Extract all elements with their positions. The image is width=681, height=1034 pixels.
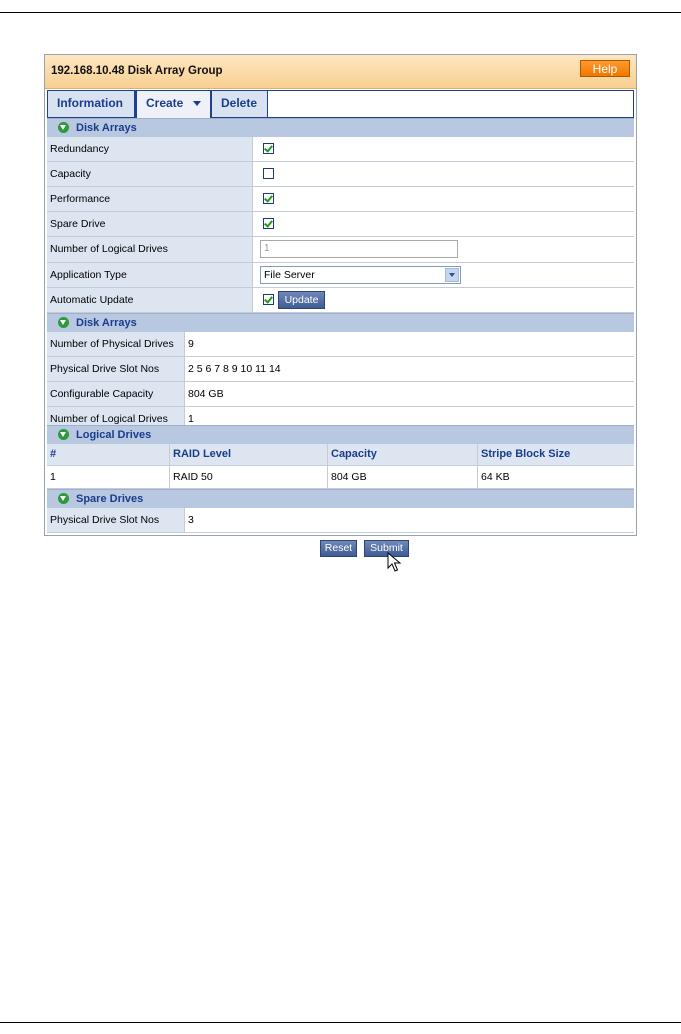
update-button[interactable]: Update	[278, 291, 325, 309]
page-bottom-rule	[0, 1022, 681, 1023]
collapse-icon[interactable]	[58, 122, 69, 133]
row-spare-drive	[47, 212, 634, 237]
redundancy-checkbox[interactable]	[263, 143, 274, 154]
num-logical-drives-cell	[252, 237, 634, 262]
section-header-disk-arrays-summary[interactable]	[47, 313, 634, 332]
physical-drives-label: Number of Physical Drives	[47, 332, 184, 356]
section-title: Spare Drives	[76, 493, 144, 505]
logical-drive-count-label: Number of Logical Drives	[47, 407, 184, 431]
application-type-cell	[252, 263, 634, 287]
cell-capacity: 804 GB	[327, 466, 477, 488]
logical-drive-count-value: 1	[184, 407, 634, 431]
table-row	[47, 466, 634, 489]
title-bar	[45, 55, 636, 89]
num-logical-drives-label: Number of Logical Drives	[47, 237, 252, 262]
logical-drives-table-header	[47, 444, 634, 466]
capacity-checkbox[interactable]	[263, 168, 274, 179]
physical-drives-value: 9	[184, 332, 634, 356]
mouse-cursor-icon	[387, 552, 403, 574]
cell-raid-level: RAID 50	[169, 466, 327, 488]
redundancy-label: Redundancy	[47, 137, 252, 161]
row-spare-slot-nos	[47, 508, 634, 533]
page-top-rule	[0, 12, 681, 13]
automatic-update-cell	[252, 288, 634, 312]
panel-title: 192.168.10.48 Disk Array Group	[51, 65, 223, 77]
row-redundancy	[47, 137, 634, 162]
chevron-down-icon[interactable]	[445, 268, 459, 282]
automatic-update-checkbox[interactable]	[263, 294, 274, 305]
tab-create-label: Create	[146, 96, 184, 110]
spare-drive-cell	[252, 212, 634, 236]
row-automatic-update	[47, 288, 634, 313]
row-capacity	[47, 162, 634, 187]
row-physical-drives	[47, 332, 634, 357]
cell-number: 1	[50, 471, 56, 483]
cell-stripe-block-size: 64 KB	[477, 466, 634, 488]
reset-button[interactable]: Reset	[320, 540, 357, 557]
disk-array-group-panel	[44, 54, 637, 536]
row-configurable-capacity	[47, 382, 634, 407]
tab-information[interactable]: Information	[48, 91, 135, 117]
automatic-update-label: Automatic Update	[47, 288, 252, 312]
redundancy-cell	[252, 137, 634, 161]
spare-slot-nos-label: Physical Drive Slot Nos	[47, 508, 184, 532]
tab-create[interactable]	[135, 91, 212, 119]
row-performance	[47, 187, 634, 212]
chevron-down-icon[interactable]	[193, 101, 201, 106]
configurable-capacity-value: 804 GB	[184, 382, 634, 406]
capacity-cell	[252, 162, 634, 186]
collapse-icon[interactable]	[58, 429, 69, 440]
section-title: Logical Drives	[76, 429, 152, 441]
collapse-icon[interactable]	[58, 317, 69, 328]
performance-cell	[252, 187, 634, 211]
collapse-icon[interactable]	[58, 493, 69, 504]
configurable-capacity-label: Configurable Capacity	[47, 382, 184, 406]
row-num-logical-drives	[47, 237, 634, 263]
performance-checkbox[interactable]	[263, 193, 274, 204]
section-title: Disk Arrays	[76, 317, 137, 329]
column-header-capacity: Capacity	[327, 444, 477, 465]
column-header-raid-level: RAID Level	[169, 444, 327, 465]
tab-bar	[47, 90, 634, 118]
submit-button[interactable]: Submit	[364, 540, 409, 557]
application-type-select[interactable]	[260, 266, 461, 284]
spare-drive-label: Spare Drive	[47, 212, 252, 236]
row-slot-nos	[47, 357, 634, 382]
application-type-value: File Server	[264, 269, 315, 281]
tab-delete[interactable]: Delete	[212, 91, 268, 117]
slot-nos-label: Physical Drive Slot Nos	[47, 357, 184, 381]
section-header-disk-arrays[interactable]	[47, 118, 634, 137]
section-title: Disk Arrays	[76, 122, 137, 134]
column-header-number: #	[50, 448, 57, 460]
section-header-spare-drives[interactable]	[47, 489, 634, 508]
help-button[interactable]: Help	[580, 60, 630, 77]
spare-slot-nos-value: 3	[184, 508, 634, 532]
num-logical-drives-input[interactable]: 1	[260, 240, 458, 258]
capacity-label: Capacity	[47, 162, 252, 186]
application-type-label: Application Type	[47, 263, 252, 287]
spare-drive-checkbox[interactable]	[263, 218, 274, 229]
row-application-type	[47, 263, 634, 288]
column-header-stripe-block-size: Stripe Block Size	[477, 444, 634, 465]
slot-nos-value: 2 5 6 7 8 9 10 11 14	[184, 357, 634, 381]
section-header-logical-drives[interactable]	[47, 425, 634, 444]
performance-label: Performance	[47, 187, 252, 211]
